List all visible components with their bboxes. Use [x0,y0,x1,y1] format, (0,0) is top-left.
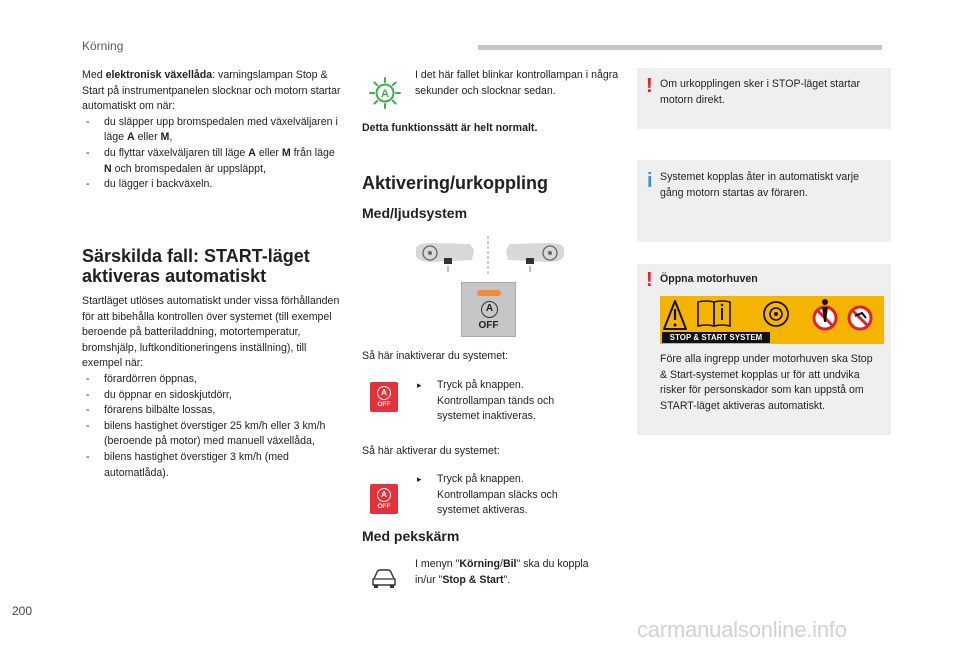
hood-title: Öppna motorhuven [660,273,758,285]
blink-text: I det här fallet blinkar kontrollampan i några sekunder och slocknar sedan. [415,69,619,97]
stop-start-warning-label [660,296,884,344]
list-item: - du flyttar växelväljaren till läge A eller M från läge N och bromspedalen är uppsläppt, [82,146,344,177]
warning-icon: ! [646,75,653,97]
button-off-label: OFF [377,401,391,408]
lamp-letter: A [381,88,389,100]
special-case-paragraph: Startläget utlöses automatiskt under vissa förhållanden för att bibehålla kontrollen över systemet (till exempel beroende på batteriladdning, motortemperatur, bromshjälp, luftkonditioneringens inställning), till exempel när: [82,295,340,370]
button-off-label: OFF [377,503,391,510]
arrow-bullet-icon: ▸ [417,380,422,390]
button-a-icon: A [377,488,391,502]
list-item: - du öppnar en sidoskjutdörr, [82,388,344,404]
list-item: - förarens bilbälte lossas, [82,403,344,419]
button-led [477,290,501,296]
activation-heading: Aktivering/urkoppling [362,173,549,193]
car-icon [370,567,398,589]
audio-system-heading: Med/ljudsystem [362,205,468,221]
activate-intro: Så här aktiverar du systemet: [362,445,500,457]
conditions-list [82,115,344,193]
column-1-lower [82,294,344,481]
list-item: - du lägger i backväxeln. [82,177,344,193]
column-1 [82,68,344,193]
hood-text: Före alla ingrepp under motorhuven ska Stop & Start-systemet kopplas ur för att undvika risker för personskador som kan uppstå om START-läget aktiveras automatiskt. [660,353,873,412]
watermark: carmanualsonline.info [637,617,847,642]
deactivate-intro: Så här inaktiverar du systemet: [362,350,509,362]
list-item: - bilens hastighet överstiger 25 km/h eller 3 km/h (beroende på motor) med manuell växellåda, [82,419,344,450]
special-case-heading: Särskilda fall: START-läget aktiveras automatiskt [82,246,310,286]
deactivate-step: ▸ Tryck på knappen. Kontrollampan tänds och systemet inaktiveras. [417,379,555,423]
triggers-list [82,372,344,481]
list-item: - förardörren öppnas, [82,372,344,388]
warning-icon: ! [646,269,653,291]
header-bar [478,45,882,50]
button-off-label: OFF [478,320,499,331]
red-off-button-1[interactable] [370,382,398,412]
intro-bold: elektronisk växellåda [105,69,213,81]
intro-paragraph [82,68,344,115]
red-off-button-2[interactable] [370,484,398,514]
activate-step: ▸ Tryck på knappen. Kontrollampan släcks och systemet aktiveras. [417,473,558,517]
touchscreen-heading: Med pekskärm [362,528,460,544]
warning-text: Om urkopplingen sker i STOP-läget startar motorn direkt. [660,78,860,106]
info-box-auto-reactivate [637,160,891,242]
intro-pre: Med [82,69,106,81]
section-label: Körning [82,39,124,53]
intro-post: : varningslampan Stop & Start på instrumentpanelen slocknar och motorn startar automatiskt om när: [82,69,341,113]
warning-box-stop-mode [637,68,891,129]
stop-start-off-button[interactable] [461,282,516,337]
info-icon: i [647,170,653,192]
warning-box-hood [637,264,891,435]
page-number: 200 [12,604,33,618]
arrow-bullet-icon: ▸ [417,474,422,484]
button-a-icon: A [481,301,498,318]
button-a-icon: A [377,386,391,400]
normal-note: Detta funktionssätt är helt normalt. [362,122,538,134]
list-item: - du släpper upp bromspedalen med växelväljaren i läge A eller M, [82,115,344,146]
dashboard-illustration [412,236,568,276]
green-lamp-icon [368,76,402,110]
info-text: Systemet kopplas åter in automatiskt varje gång motorn startas av föraren. [660,171,860,199]
list-item: - bilens hastighet överstiger 3 km/h (med automatlåda). [82,450,344,481]
touchscreen-text: I menyn "Körning/Bil" ska du koppla in/ur "Stop & Start". [415,558,589,586]
stop-start-label-text: STOP & START SYSTEM [662,332,770,343]
